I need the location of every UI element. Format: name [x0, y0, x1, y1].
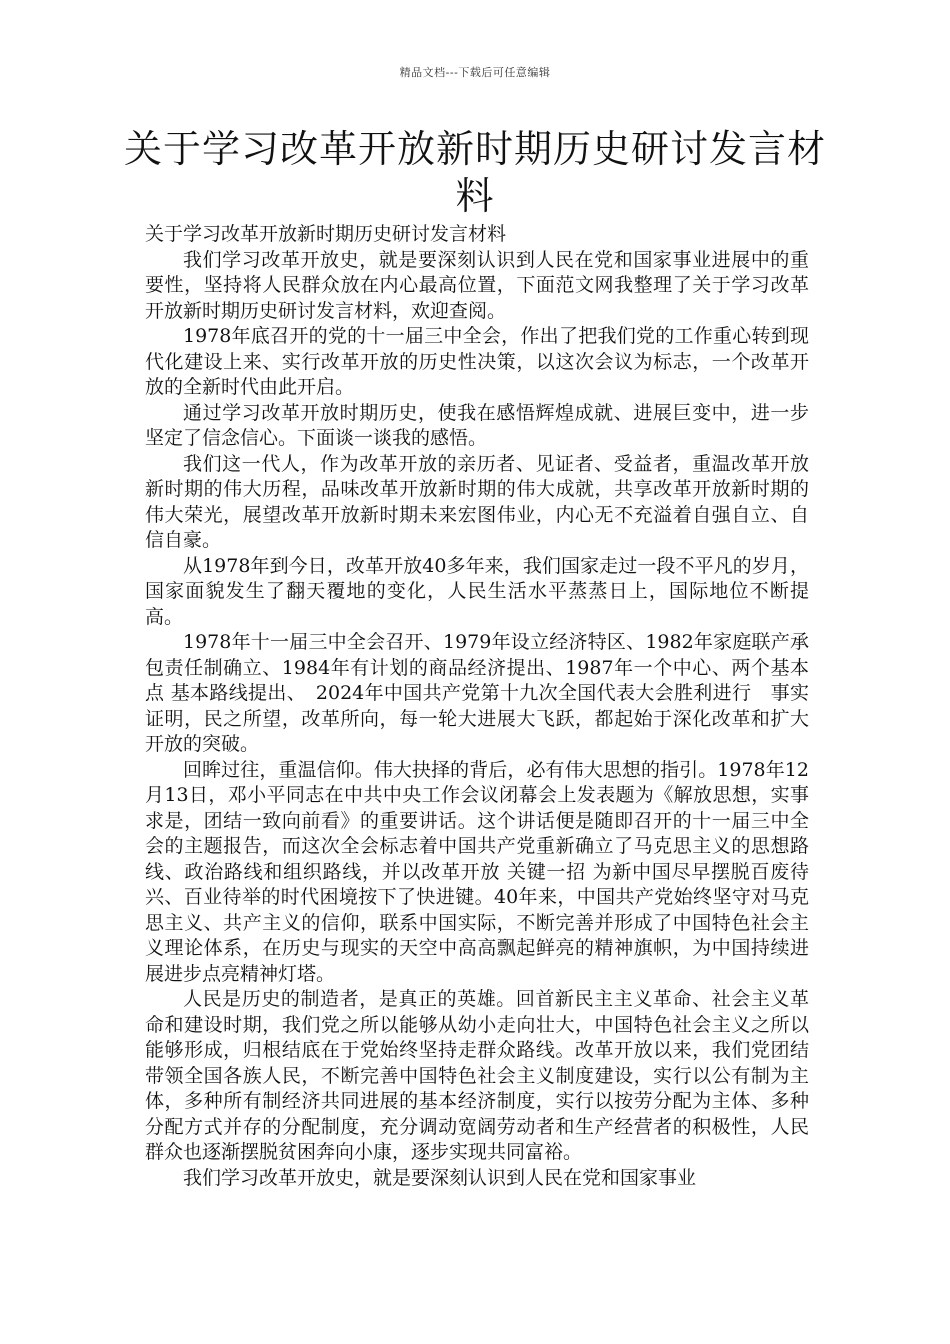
- paragraph: 我们这一代人，作为改革开放的亲历者、见证者、受益者，重温改革开放新时期的伟大历程，品味改革开放新时期的伟大成就，共享改革开放新时期的伟大荣光，展望改革开放新时期未来宏图伟业，内心无不充溢着自强自立、自信自豪。: [145, 452, 809, 551]
- paragraph: 1978年底召开的党的十一届三中全会，作出了把我们党的工作重心转到现代化建设上来、实行改革开放的历史性决策，以这次会议为标志，一个改革开放的全新时代由此开启。: [145, 325, 809, 398]
- paragraph: 从1978年到今日，改革开放40多年来，我们国家走过一段不平凡的岁月，国家面貌发生了翻天覆地的变化，人民生活水平蒸蒸日上，国际地位不断提高。: [145, 554, 809, 628]
- paragraph: 我们学习改革开放史，就是要深刻认识到人民在党和国家事业: [183, 1166, 697, 1189]
- paragraph: 回眸过往，重温信仰。伟大抉择的背后，必有伟大思想的指引。1978年12月13日，邓小平同志在中共中央工作会议闭幕会上发表题为《解放思想，实事求是，团结一致向前看》的重要讲话。这个讲话便是随即召开的十一届三中全会的主题报告，而这次全会标志着中国共产党重新确立了马克思主义的思想路线、政治路线和组织路线，并以改革开放 关键一招 为新中国尽早摆脱百废待兴、百业待举的时代困境按下了快进键。40年来，中国共产党始终坚守对马克思主义、共产主义的信仰，联系中国实际，不断完善并形成了中国特色社会主义理论体系，在历史与现实的天空中高高飘起鲜亮的精神旗帜，为中国持续进展进步点亮精神灯塔。: [145, 758, 809, 985]
- document-body: [145, 222, 809, 1191]
- paragraph: 人民是历史的制造者，是真正的英雄。回首新民主主义革命、社会主义革命和建设时期，我们党之所以能够从幼小走向壮大，中国特色社会主义之所以能够形成，归根结底在于党始终坚持走群众路线。改革开放以来，我们党团结带领全国各族人民，不断完善中国特色社会主义制度建设，实行以公有制为主体，多种所有制经济共同进展的基本经济制度，实行以按劳分配为主体、多种分配方式并存的分配制度，充分调动宽阔劳动者和生产经营者的积极性，人民群众也逐渐摆脱贫困奔向小康，逐步实现共同富裕。: [145, 988, 809, 1163]
- paragraph: 通过学习改革开放时期历史，使我在感悟辉煌成就、进展巨变中，进一步坚定了信念信心。下面谈一谈我的感悟。: [145, 401, 809, 449]
- document-subtitle: 关于学习改革开放新时期历史研讨发言材料: [145, 223, 507, 245]
- paragraph: 1978年十一届三中全会召开、1979年设立经济特区、1982年家庭联产承包责任制确立、1984年有计划的商品经济提出、1987年一个中心、两个基本点 基本路线提出、 2024年中国共产党第十九次全国代表大会胜利进行 事实证明，民之所望，改革所向，每一轮大进展大飞跃，都起始于深化改革和扩大开放的突破。: [145, 631, 809, 755]
- paragraph: 我们学习改革开放史，就是要深刻认识到人民在党和国家事业进展中的重要性，坚持将人民群众放在内心最高位置，下面范文网我整理了关于学习改革开放新时期历史研讨发言材料，欢迎查阅。: [145, 248, 809, 322]
- header-note: 精品文档---下载后可任意编辑: [399, 66, 551, 79]
- document-title: 关于学习改革开放新时期历史研讨发言材料: [123, 127, 826, 218]
